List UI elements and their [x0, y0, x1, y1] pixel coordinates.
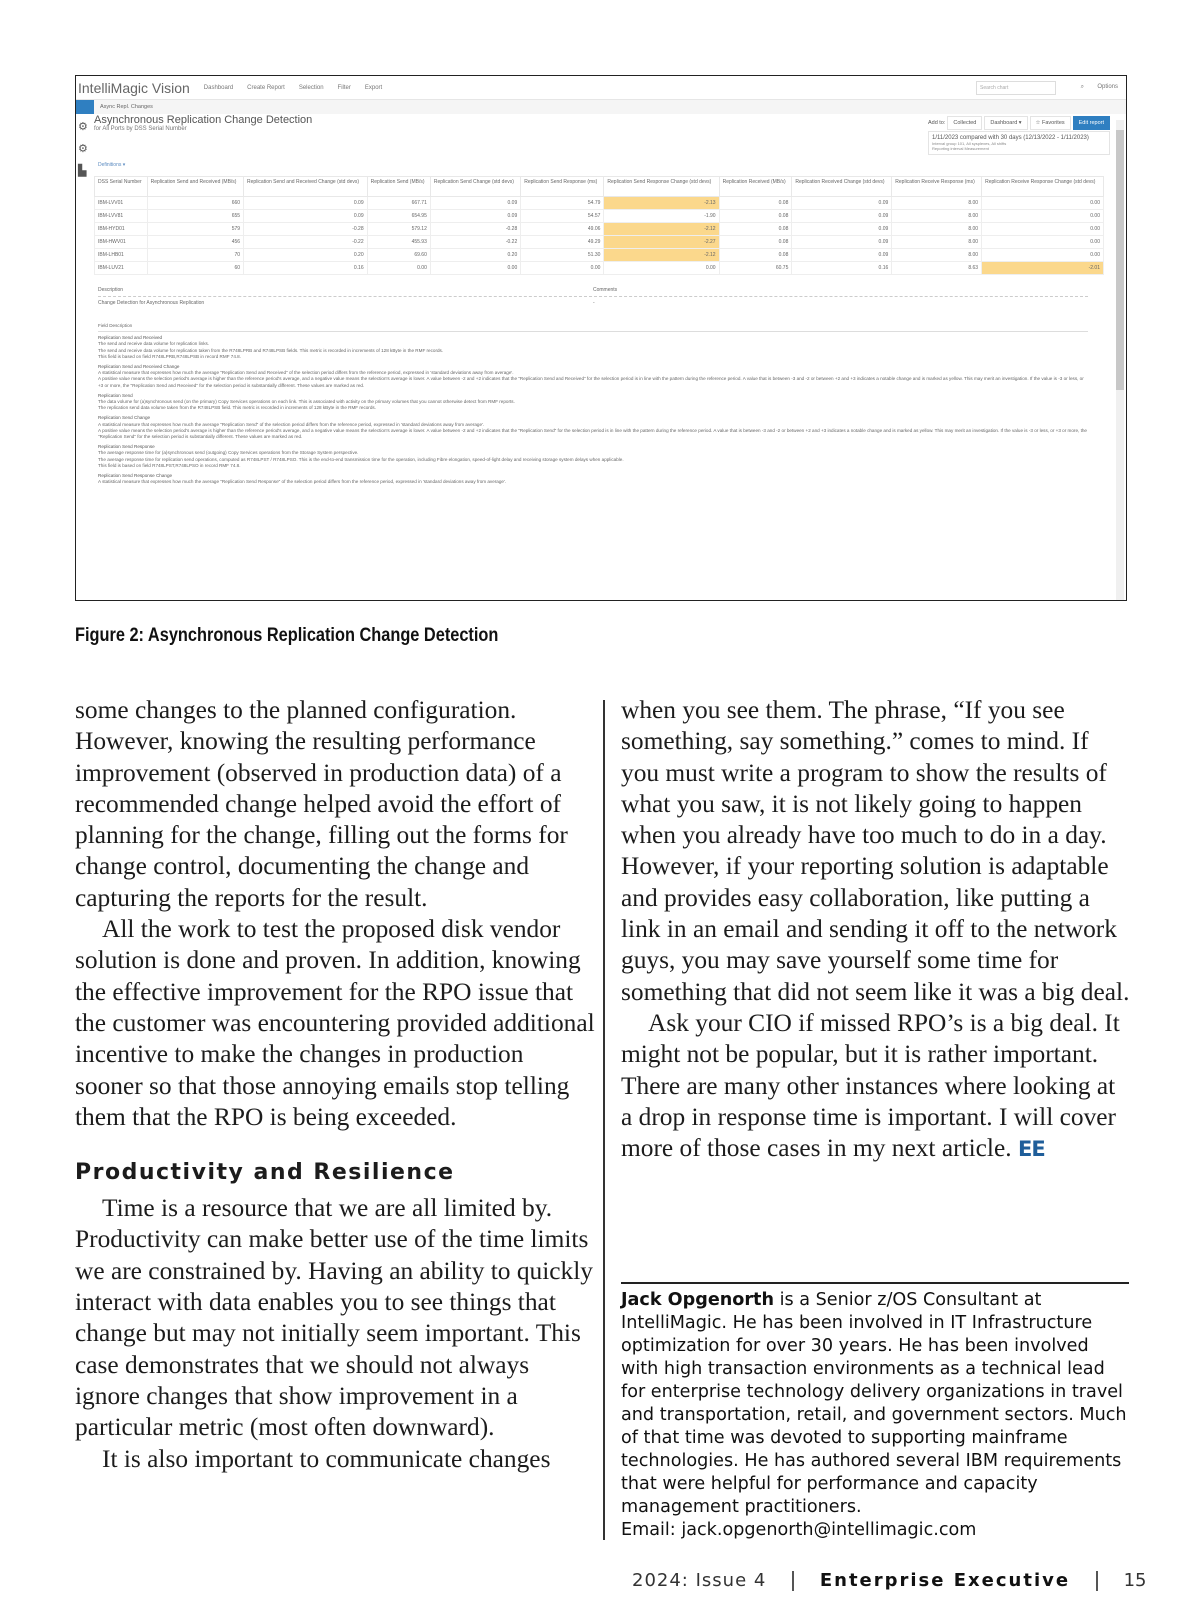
table-cell: IBM-HYD01 — [95, 223, 148, 236]
table-cell: 0.00 — [604, 262, 719, 275]
change-table — [94, 176, 1104, 275]
table-cell: 655 — [147, 210, 243, 223]
field-name: Replication Send Response — [98, 444, 155, 450]
article-left-column — [75, 695, 595, 1475]
table-cell: IBM-LHB01 — [95, 249, 148, 262]
description-value: Change Detection for Asynchronous Replication — [98, 300, 205, 306]
table-cell: 8.00 — [892, 249, 982, 262]
end-mark-logo: EE — [1017, 1137, 1045, 1162]
column-divider — [603, 700, 605, 1540]
table-cell: 0.00 — [982, 249, 1104, 262]
figure-screenshot — [75, 75, 1127, 601]
table-cell: 0.09 — [244, 197, 368, 210]
scrollbar[interactable] — [1116, 120, 1124, 600]
table-cell: 0.09 — [792, 223, 892, 236]
nav-export[interactable]: Export — [364, 84, 383, 91]
field-entry — [98, 393, 1088, 412]
table-cell: 654.95 — [367, 210, 430, 223]
column-header[interactable]: Replication Send Response Change (std devs) — [604, 177, 719, 197]
table-cell: 456 — [147, 236, 243, 249]
paragraph: Ask your CIO if missed RPO’s is a big deal. It might not be popular, but it is rather important. There are many other instances where looking at a drop in response time is important. I will cover more of those cases in my next article. EE — [621, 1008, 1120, 1163]
table-cell: 0.00 — [367, 262, 430, 275]
table-cell: 0.09 — [430, 210, 520, 223]
column-header[interactable]: Replication Receive Response (ms) — [892, 177, 982, 197]
table-cell: 69.60 — [367, 249, 430, 262]
column-header[interactable]: Replication Send and Received Change (std devs) — [244, 177, 368, 197]
app-brand: IntelliMagic Vision — [78, 79, 190, 96]
favorites-button[interactable]: ☆ Favorites — [1030, 116, 1071, 130]
table-cell: 49.06 — [521, 223, 604, 236]
table-cell: 0.00 — [430, 262, 520, 275]
menu-toggle-button[interactable] — [76, 100, 94, 114]
table-cell: 8.63 — [892, 262, 982, 275]
table-cell: 54.57 — [521, 210, 604, 223]
nav-selection[interactable]: Selection — [298, 84, 324, 91]
field-text: The average response time for replication send operations, computed as R748LPST / R748LPSO. This is the end-to-end transmission time for the operation, including Fibre elongation, speed-of-light delay and receiving storage system delays when applicable. — [98, 456, 624, 462]
breadcrumb — [76, 100, 1126, 114]
page-number: 15 — [1123, 1570, 1147, 1591]
field-entry — [98, 415, 1088, 440]
table-row — [95, 210, 1104, 223]
column-header[interactable]: Replication Send and Received (MB/s) — [147, 177, 243, 197]
table-cell: 70 — [147, 249, 243, 262]
column-header[interactable]: DSS Serial Number — [95, 177, 148, 197]
paragraph: when you see them. The phrase, “If you see something, say something.” comes to mind. If you must write a program to show the results of what you saw, it is not likely going to happen when you already have too much to do in a day. However, if your reporting solution is adaptable and provides easy collaboration, like putting a link in an email and sending it off to the network guys, you may save yourself some time for something that did not seem like it was a big deal. — [621, 696, 1130, 1006]
edit-report-button[interactable]: Edit report — [1073, 116, 1110, 130]
field-text: The replication send data volume taken from the R748LPSB field. This metric is recorded in increments of 128 kByte in the RMF records. — [98, 405, 376, 411]
field-text: This field is based on field R748LPST,R748LPSO in record RMF 74.8. — [98, 462, 241, 468]
column-header[interactable]: Replication Send Response (ms) — [521, 177, 604, 197]
table-cell: -0.28 — [430, 223, 520, 236]
field-text: The average response time for (a)synchronous send (outgoing) Copy Services operations from the Storage System perspective. — [98, 450, 359, 456]
table-cell: 0.08 — [719, 197, 792, 210]
field-text: A statistical measure that expresses how much the average "Replication Send Response" of the selection period differs from the reference period, expressed in 'standard deviations away from average'. — [98, 479, 507, 485]
author-bio — [621, 1289, 1131, 1542]
footer-separator — [792, 1571, 794, 1591]
paragraph: All the work to test the proposed disk vendor solution is done and proven. In addition, knowing the effective improvement for the RPO issue that the customer was encountering provided additional incentive to make the changes in production sooner so that those annoying emails stop telling them that the RPO is being exceeded. — [75, 915, 595, 1131]
table-cell: 49.29 — [521, 236, 604, 249]
paragraph: some changes to the planned configuration. However, knowing the resulting performance improvement (observed in production data) of a recommended change helped avoid the effort of planning for the change, filling out the forms for change control, documenting the change and capturing the reports for the result. — [75, 696, 568, 912]
table-cell: 0.00 — [521, 262, 604, 275]
table-cell: 51.30 — [521, 249, 604, 262]
table-cell: 0.09 — [244, 210, 368, 223]
collected-button[interactable]: Collected — [947, 116, 982, 130]
article-right-column — [621, 695, 1131, 1165]
nav-dashboard[interactable]: Dashboard — [203, 84, 234, 91]
table-cell: IBM-HWV01 — [95, 236, 148, 249]
bio-text: is a Senior z/OS Consultant at IntelliMagic. He has been involved in IT Infrastructure optimization for over 30 years. He has been involved with high transaction environments as a technical lead for enterprise technology delivery organizations in travel and transportation, retail, and government sectors. Much of that time was devoted to supporting mainframe technologies. He has authored several IBM requirements that were helpful for performance and capacity management practitioners. — [621, 1290, 1127, 1517]
field-entry — [98, 335, 1088, 360]
figure-caption: Figure 2: Asynchronous Replication Change Detection — [75, 625, 499, 646]
table-cell: 660 — [147, 197, 243, 210]
table-cell: 0.09 — [792, 210, 892, 223]
table-row — [95, 223, 1104, 236]
bio-rule — [621, 1282, 1129, 1284]
magazine-name: Enterprise Executive — [819, 1570, 1071, 1591]
footer-separator — [1096, 1571, 1098, 1591]
table-cell: 0.09 — [430, 197, 520, 210]
table-cell: 0.09 — [792, 236, 892, 249]
dashboard-icon[interactable]: ⚙ — [78, 121, 88, 133]
table-cell: 0.08 — [719, 249, 792, 262]
paragraph: It is also important to communicate changes — [102, 1444, 551, 1473]
report-title: Asynchronous Replication Change Detection — [94, 114, 313, 126]
field-text: A positive value means the selection period's average is higher than the reference period's average, and a negative value means the selection's average is lower. A value between -2 and +2 indicates that the "Replication Send" for the selection period is in line with the pattern during the reference period. A value that is between -3 and -2 or between +2 and +3 indicates a notable change and is marked as yellow. This may merit an investigation. If the value is -3 or less, or +3 or more, the "Replication Send" for the selection period is substantially different. These values are marked as red. — [98, 427, 1087, 440]
description-label: Description — [98, 287, 124, 293]
author-email[interactable]: Email: jack.opgenorth@intellimagic.com — [621, 1520, 977, 1540]
column-header[interactable]: Replication Send (MB/s) — [367, 177, 430, 197]
table-row — [95, 262, 1104, 275]
table-cell: 8.00 — [892, 210, 982, 223]
table-cell: -2.12 — [604, 223, 719, 236]
field-name: Replication Send and Received Change — [98, 364, 180, 370]
table-cell: 579.12 — [367, 223, 430, 236]
description-panel — [98, 284, 1088, 309]
comments-value: - — [593, 300, 595, 306]
field-entry — [98, 444, 1088, 469]
field-text: The data volume for (a)synchronous send (on the primary) Copy Services operations on each link. This is associated with activity on the primary volumes that you cannot otherwise detect from RMF reports. — [98, 399, 515, 405]
field-text: The send and receive data volume for replication taken from the R748LPRB and R748LPSB fields. This metric is recorded in increments of 128 kByte in the RMF records. — [98, 347, 444, 353]
table-row — [95, 249, 1104, 262]
table-row — [95, 236, 1104, 249]
issue-label: 2024: Issue 4 — [632, 1570, 767, 1591]
breadcrumb-item[interactable]: Async Repl. Changes — [100, 104, 153, 110]
field-text: A positive value means the selection period's average is higher than the reference period's average, and a negative value means the selection's average is lower. A value between -2 and +2 indicates that the "Replication Send and Received" for the selection period is in line with the pattern during the reference period. A value that is between -3 and -2 or between +2 and +3 indicates a notable change and is marked as yellow. This may merit an investigation. If the value is -3 or less, or +3 or more, the "Replication Send and Received" for the selection period is substantially different. These values are marked as red. — [98, 376, 1084, 388]
field-description-panel — [98, 323, 1088, 489]
field-name: Replication Send — [98, 392, 133, 398]
table-cell: 60 — [147, 262, 243, 275]
table-cell: 0.00 — [982, 210, 1104, 223]
author-name: Jack Opgenorth — [621, 1290, 774, 1310]
table-cell: 667.71 — [367, 197, 430, 210]
field-entry — [98, 364, 1088, 389]
nav-filter[interactable]: Filter — [337, 84, 351, 91]
gauge-icon[interactable]: ⚙ — [78, 143, 88, 155]
chart-icon[interactable]: ▙ — [78, 165, 87, 177]
app-topbar — [76, 76, 1126, 100]
reporting-interval: Reporting interval Measurement — [932, 146, 989, 151]
table-cell: 8.00 — [892, 236, 982, 249]
table-cell: 0.20 — [244, 249, 368, 262]
table-cell: IBM-LVV01 — [95, 197, 148, 210]
paragraph: Time is a resource that we are all limited by. Productivity can make better use of the time limits we are constrained by. Having an ability to quickly interact with data enables you to see things that change but may not initially seem important. This case demonstrates that we should not always ignore changes that show improvement in a particular metric (most often downward). — [75, 1194, 594, 1442]
definitions-dropdown[interactable]: Definitions ▾ — [98, 162, 126, 168]
search-icon[interactable]: ⌕ — [1080, 84, 1084, 90]
field-text: The send and receive data volume for replication links. — [98, 341, 210, 347]
table-cell: -2.01 — [982, 262, 1104, 275]
table-cell: 60.75 — [719, 262, 792, 275]
table-cell: 0.09 — [792, 249, 892, 262]
field-name: Replication Send and Received — [98, 335, 163, 341]
table-cell: 0.08 — [719, 236, 792, 249]
add-to-bar — [928, 116, 1110, 130]
dashboard-button[interactable]: Dashboard ▾ — [984, 116, 1027, 130]
field-entry — [98, 473, 1088, 485]
table-cell: 0.09 — [792, 197, 892, 210]
column-header[interactable]: Replication Received (MB/s) — [719, 177, 792, 197]
table-cell: 0.16 — [792, 262, 892, 275]
table-cell: 0.08 — [719, 210, 792, 223]
date-range-box — [928, 131, 1110, 155]
field-text: A statistical measure that expresses how much the average "Replication Send and Received" of the selection period differs from the reference period, expressed in 'standard deviations away from average'. — [98, 370, 514, 376]
table-cell: 0.00 — [982, 223, 1104, 236]
field-description-label: Field Description — [98, 323, 1088, 332]
table-cell: 0.16 — [244, 262, 368, 275]
date-range: 1/11/2023 compared with 30 days (12/13/2022 - 1/11/2023) — [932, 135, 1089, 141]
table-cell: -2.27 — [604, 236, 719, 249]
side-icons — [78, 116, 88, 182]
table-cell: -1.90 — [604, 210, 719, 223]
report-subtitle: for All Ports by DSS Serial Number — [94, 126, 187, 132]
scrollbar-thumb[interactable] — [1116, 130, 1124, 390]
table-cell: -2.13 — [604, 197, 719, 210]
table-cell: 0.00 — [982, 197, 1104, 210]
add-to-label: Add to: — [927, 120, 946, 126]
field-name: Replication Send Change — [98, 415, 151, 421]
options-button[interactable]: Options — [1097, 84, 1118, 90]
table-cell: 0.08 — [719, 223, 792, 236]
page-footer — [632, 1570, 1146, 1591]
comments-label: Comments — [593, 287, 618, 293]
field-text: A statistical measure that expresses how much the average "Replication Send" of the selection period differs from the reference period, expressed in 'standard deviations away from average'. — [98, 421, 485, 427]
table-cell: 0.00 — [982, 236, 1104, 249]
table-cell: IBM-LVV81 — [95, 210, 148, 223]
table-cell: 54.79 — [521, 197, 604, 210]
column-header[interactable]: Replication Send Change (std devs) — [430, 177, 520, 197]
section-heading: Productivity and Resilience — [75, 1160, 455, 1186]
nav-create-report[interactable]: Create Report — [247, 84, 285, 91]
table-cell: 8.00 — [892, 197, 982, 210]
column-header[interactable]: Replication Received Change (std devs) — [792, 177, 892, 197]
table-cell: 579 — [147, 223, 243, 236]
table-row — [95, 197, 1104, 210]
table-cell: 0.20 — [430, 249, 520, 262]
interval-group: Interval group 101, All sysplexes, All shifts — [932, 141, 1007, 146]
field-text: This field is based on field R748LPRB,R748LPSB in record RMF 74.8. — [98, 353, 241, 359]
table-cell: -0.22 — [430, 236, 520, 249]
table-cell: 455.93 — [367, 236, 430, 249]
table-cell: -2.12 — [604, 249, 719, 262]
table-cell: IBM-LUV21 — [95, 262, 148, 275]
search-chart-input[interactable]: Search chart — [976, 81, 1056, 95]
table-cell: 8.00 — [892, 223, 982, 236]
column-header[interactable]: Replication Receive Response Change (std devs) — [982, 177, 1104, 197]
field-name: Replication Send Response Change — [98, 473, 173, 479]
table-cell: -0.22 — [244, 236, 368, 249]
table-cell: -0.28 — [244, 223, 368, 236]
